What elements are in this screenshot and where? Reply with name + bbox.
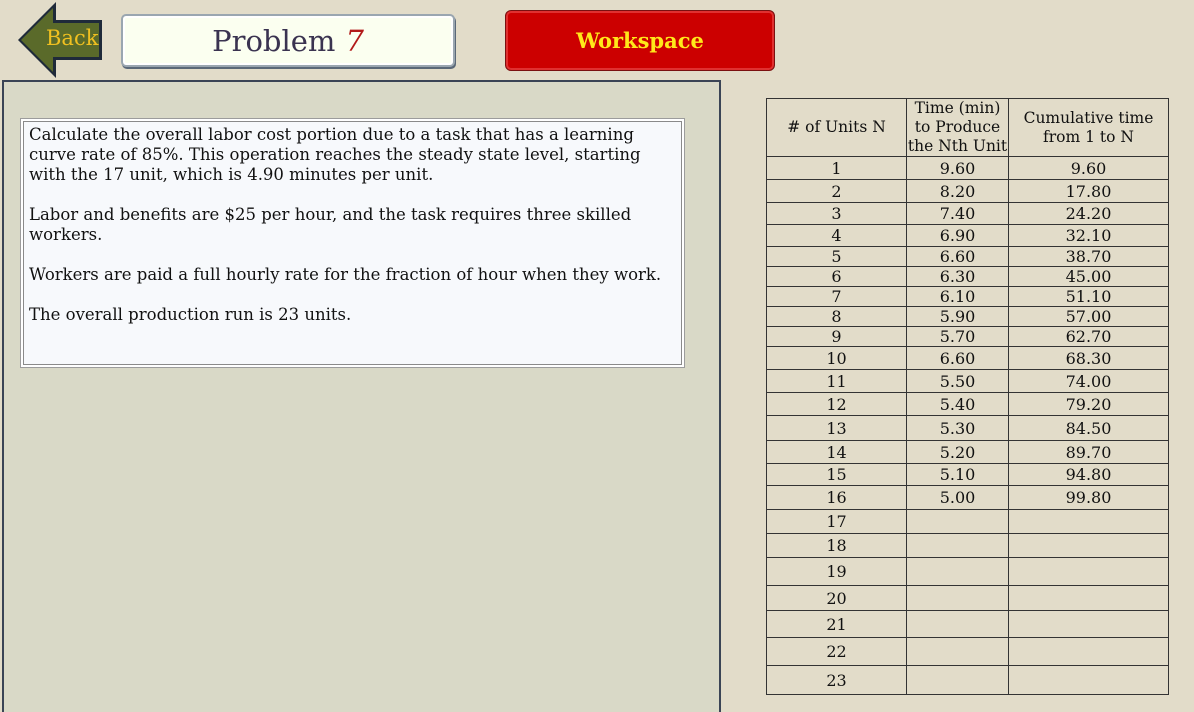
cell-cumulative[interactable]: 94.80 — [1009, 464, 1169, 486]
cell-cumulative[interactable]: 17.80 — [1009, 180, 1169, 203]
learning-curve-table — [766, 98, 1169, 695]
cell-cumulative[interactable]: 68.30 — [1009, 347, 1169, 370]
cell-cumulative[interactable] — [1009, 586, 1169, 611]
cell-time[interactable]: 5.20 — [907, 441, 1009, 464]
cell-time[interactable] — [907, 586, 1009, 611]
cell-time[interactable]: 5.30 — [907, 416, 1009, 441]
cell-cumulative[interactable]: 79.20 — [1009, 393, 1169, 416]
table-row — [767, 486, 1169, 510]
cell-cumulative[interactable]: 32.10 — [1009, 225, 1169, 247]
cell-time[interactable]: 5.70 — [907, 327, 1009, 347]
cell-time[interactable]: 6.60 — [907, 347, 1009, 370]
header-cumulative: Cumulative time from 1 to N — [1009, 99, 1169, 157]
cell-cumulative[interactable] — [1009, 611, 1169, 638]
learning-curve-table-wrap — [766, 98, 1169, 695]
cell-cumulative[interactable]: 24.20 — [1009, 203, 1169, 225]
table-header-row — [767, 99, 1169, 157]
cell-units: 10 — [767, 347, 907, 370]
cell-time[interactable]: 6.60 — [907, 247, 1009, 267]
workspace-button[interactable]: Workspace — [505, 10, 775, 71]
cell-cumulative[interactable]: 51.10 — [1009, 287, 1169, 307]
cell-units: 22 — [767, 638, 907, 666]
cell-time[interactable]: 5.40 — [907, 393, 1009, 416]
problem-title — [121, 14, 455, 67]
cell-time[interactable]: 6.10 — [907, 287, 1009, 307]
cell-cumulative[interactable] — [1009, 638, 1169, 666]
table-row — [767, 611, 1169, 638]
table-row — [767, 534, 1169, 558]
cell-time[interactable]: 9.60 — [907, 157, 1009, 180]
cell-cumulative[interactable]: 62.70 — [1009, 327, 1169, 347]
back-button[interactable] — [16, 0, 106, 80]
table-row — [767, 157, 1169, 180]
cell-time[interactable] — [907, 611, 1009, 638]
table-row — [767, 416, 1169, 441]
cell-cumulative[interactable]: 45.00 — [1009, 267, 1169, 287]
cell-units: 11 — [767, 370, 907, 393]
problem-paragraph: The overall production run is 23 units. — [29, 305, 352, 324]
header-time: Time (min) to Produce the Nth Unit — [907, 99, 1008, 155]
cell-units: 18 — [767, 534, 907, 558]
cell-units: 17 — [767, 510, 907, 534]
cell-units: 1 — [767, 157, 907, 180]
cell-time[interactable]: 5.00 — [907, 486, 1009, 510]
cell-cumulative[interactable] — [1009, 666, 1169, 695]
problem-statement — [21, 119, 684, 367]
table-row — [767, 327, 1169, 347]
problem-paragraph: Calculate the overall labor cost portion due to a task that has a learning curve rate of 85%. This operation reaches the steady state level, starting with the 17 unit, which is 4.90 minutes per unit. — [29, 125, 641, 184]
cell-units: 16 — [767, 486, 907, 510]
cell-units: 19 — [767, 558, 907, 586]
table-row — [767, 225, 1169, 247]
cell-units: 3 — [767, 203, 907, 225]
cell-cumulative[interactable]: 84.50 — [1009, 416, 1169, 441]
cell-cumulative[interactable]: 99.80 — [1009, 486, 1169, 510]
cell-cumulative[interactable]: 89.70 — [1009, 441, 1169, 464]
cell-time[interactable]: 6.90 — [907, 225, 1009, 247]
cell-time[interactable]: 6.30 — [907, 267, 1009, 287]
cell-cumulative[interactable] — [1009, 534, 1169, 558]
table-row — [767, 558, 1169, 586]
cell-cumulative[interactable]: 57.00 — [1009, 307, 1169, 327]
table-row — [767, 666, 1169, 695]
table-row — [767, 347, 1169, 370]
problem-paragraph: Workers are paid a full hourly rate for the fraction of hour when they work. — [29, 265, 662, 284]
table-row — [767, 287, 1169, 307]
cell-units: 4 — [767, 225, 907, 247]
cell-time[interactable] — [907, 666, 1009, 695]
cell-time[interactable] — [907, 534, 1009, 558]
cell-units: 20 — [767, 586, 907, 611]
problem-number: 7 — [345, 23, 364, 58]
header-units: # of Units N — [767, 99, 907, 157]
cell-units: 8 — [767, 307, 907, 327]
cell-cumulative[interactable] — [1009, 510, 1169, 534]
table-row — [767, 638, 1169, 666]
cell-time[interactable]: 5.90 — [907, 307, 1009, 327]
table-row — [767, 441, 1169, 464]
cell-time[interactable] — [907, 638, 1009, 666]
cell-units: 13 — [767, 416, 907, 441]
problem-paragraph: Labor and benefits are $25 per hour, and the task requires three skilled workers. — [29, 205, 632, 244]
table-row — [767, 370, 1169, 393]
table-row — [767, 180, 1169, 203]
cell-units: 15 — [767, 464, 907, 486]
cell-time[interactable]: 5.10 — [907, 464, 1009, 486]
cell-units: 12 — [767, 393, 907, 416]
cell-cumulative[interactable]: 74.00 — [1009, 370, 1169, 393]
cell-units: 6 — [767, 267, 907, 287]
cell-units: 2 — [767, 180, 907, 203]
cell-time[interactable]: 7.40 — [907, 203, 1009, 225]
table-row — [767, 510, 1169, 534]
cell-time[interactable] — [907, 510, 1009, 534]
cell-units: 7 — [767, 287, 907, 307]
cell-units: 21 — [767, 611, 907, 638]
cell-units: 5 — [767, 247, 907, 267]
cell-time[interactable]: 8.20 — [907, 180, 1009, 203]
cell-units: 14 — [767, 441, 907, 464]
table-row — [767, 464, 1169, 486]
cell-cumulative[interactable]: 38.70 — [1009, 247, 1169, 267]
table-row — [767, 247, 1169, 267]
back-label: Back — [46, 26, 99, 50]
cell-units: 23 — [767, 666, 907, 695]
table-row — [767, 586, 1169, 611]
cell-cumulative[interactable] — [1009, 558, 1169, 586]
table-row — [767, 393, 1169, 416]
problem-title-word: Problem — [212, 23, 336, 58]
table-row — [767, 267, 1169, 287]
cell-time[interactable] — [907, 558, 1009, 586]
table-row — [767, 307, 1169, 327]
cell-cumulative[interactable]: 9.60 — [1009, 157, 1169, 180]
table-row — [767, 203, 1169, 225]
cell-time[interactable]: 5.50 — [907, 370, 1009, 393]
cell-units: 9 — [767, 327, 907, 347]
problem-panel — [2, 80, 721, 712]
